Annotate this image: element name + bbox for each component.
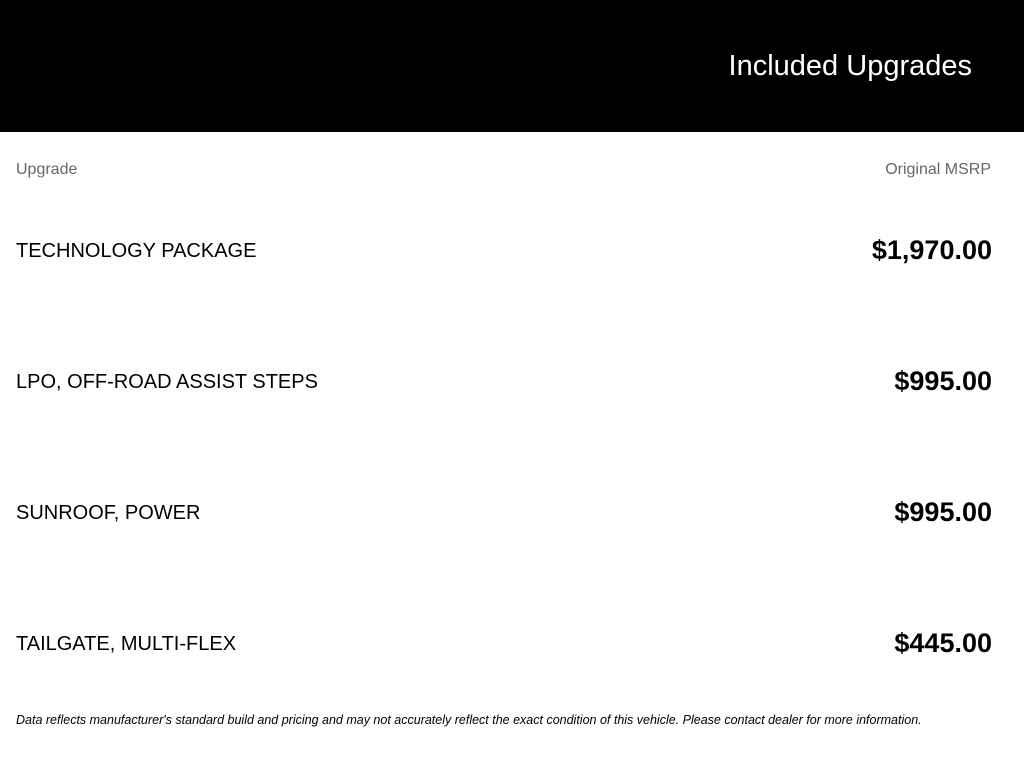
upgrade-price: $1,970.00 xyxy=(871,235,992,265)
column-header-msrp: Original MSRP xyxy=(885,161,991,178)
upgrade-name: TAILGATE, MULTI-FLEX xyxy=(16,633,237,655)
column-header-upgrade: Upgrade xyxy=(16,161,78,178)
upgrade-name: TECHNOLOGY PACKAGE xyxy=(16,240,257,262)
upgrade-price: $445.00 xyxy=(894,628,992,658)
upgrade-row xyxy=(0,492,1024,532)
upgrade-price: $995.00 xyxy=(894,366,992,396)
page-header xyxy=(0,0,1024,132)
disclaimer-text: Data reflects manufacturer's standard build and pricing and may not accurately reflect the exact condition of this vehicle. Please contact dealer for more information. xyxy=(16,713,922,727)
upgrade-name: LPO, OFF-ROAD ASSIST STEPS xyxy=(16,371,318,393)
upgrade-row xyxy=(0,623,1024,663)
upgrade-price: $995.00 xyxy=(894,497,992,527)
page-title: Included Upgrades xyxy=(728,50,972,82)
upgrade-row xyxy=(0,230,1024,270)
upgrade-row xyxy=(0,361,1024,401)
upgrade-name: SUNROOF, POWER xyxy=(16,502,201,524)
